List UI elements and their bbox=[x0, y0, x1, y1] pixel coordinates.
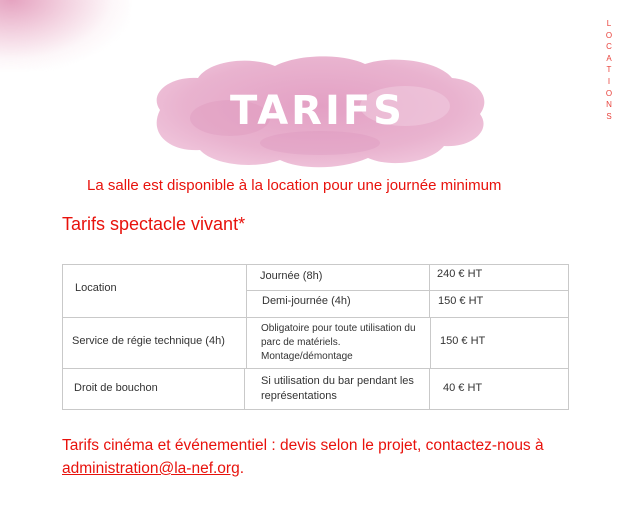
page-title: TARIFS bbox=[230, 87, 405, 134]
side-label-letter: L bbox=[606, 19, 612, 28]
table-row-label: Service de régie technique (4h) bbox=[72, 335, 225, 347]
availability-note: La salle est disponible à la location pour une journée minimum bbox=[87, 177, 502, 194]
table-row-price: 150 € HT bbox=[440, 335, 486, 347]
section-title: Tarifs spectacle vivant* bbox=[62, 214, 246, 234]
table-row-detail: Obligatoire pour toute utilisation du parc de matériels. Montage/démontage bbox=[261, 323, 416, 362]
decorative-splash bbox=[0, 0, 130, 70]
side-label-letter: O bbox=[605, 30, 613, 40]
side-label-letter: N bbox=[606, 100, 612, 110]
footer-end: . bbox=[239, 460, 245, 477]
footer-note bbox=[62, 434, 582, 480]
email-link[interactable]: administration@la-nef.org bbox=[62, 460, 240, 477]
side-label-letter: T bbox=[606, 65, 612, 75]
table-row-price: 40 € HT bbox=[443, 382, 483, 394]
side-label-letter: S bbox=[606, 111, 612, 121]
footer-text: Tarifs cinéma et événementiel : devis selon le projet, contactez-nous à bbox=[62, 437, 544, 454]
table-row-detail: Journée (8h) bbox=[260, 270, 323, 282]
table-row-price: 240 € HT bbox=[437, 268, 483, 280]
side-label-letter: C bbox=[606, 42, 612, 52]
table-row-label: Droit de bouchon bbox=[74, 382, 158, 394]
side-label-letter: I bbox=[607, 76, 611, 86]
table-row-price: 150 € HT bbox=[438, 295, 484, 307]
side-label-letter: O bbox=[605, 88, 613, 98]
side-vertical-label bbox=[603, 18, 615, 122]
table-row-label: Location bbox=[75, 282, 117, 294]
table-row-detail: Demi-journée (4h) bbox=[262, 295, 351, 307]
pricing-table bbox=[62, 264, 569, 410]
table-row-detail: Si utilisation du bar pendant les représentations bbox=[261, 375, 414, 402]
side-label-letter: A bbox=[606, 53, 612, 63]
